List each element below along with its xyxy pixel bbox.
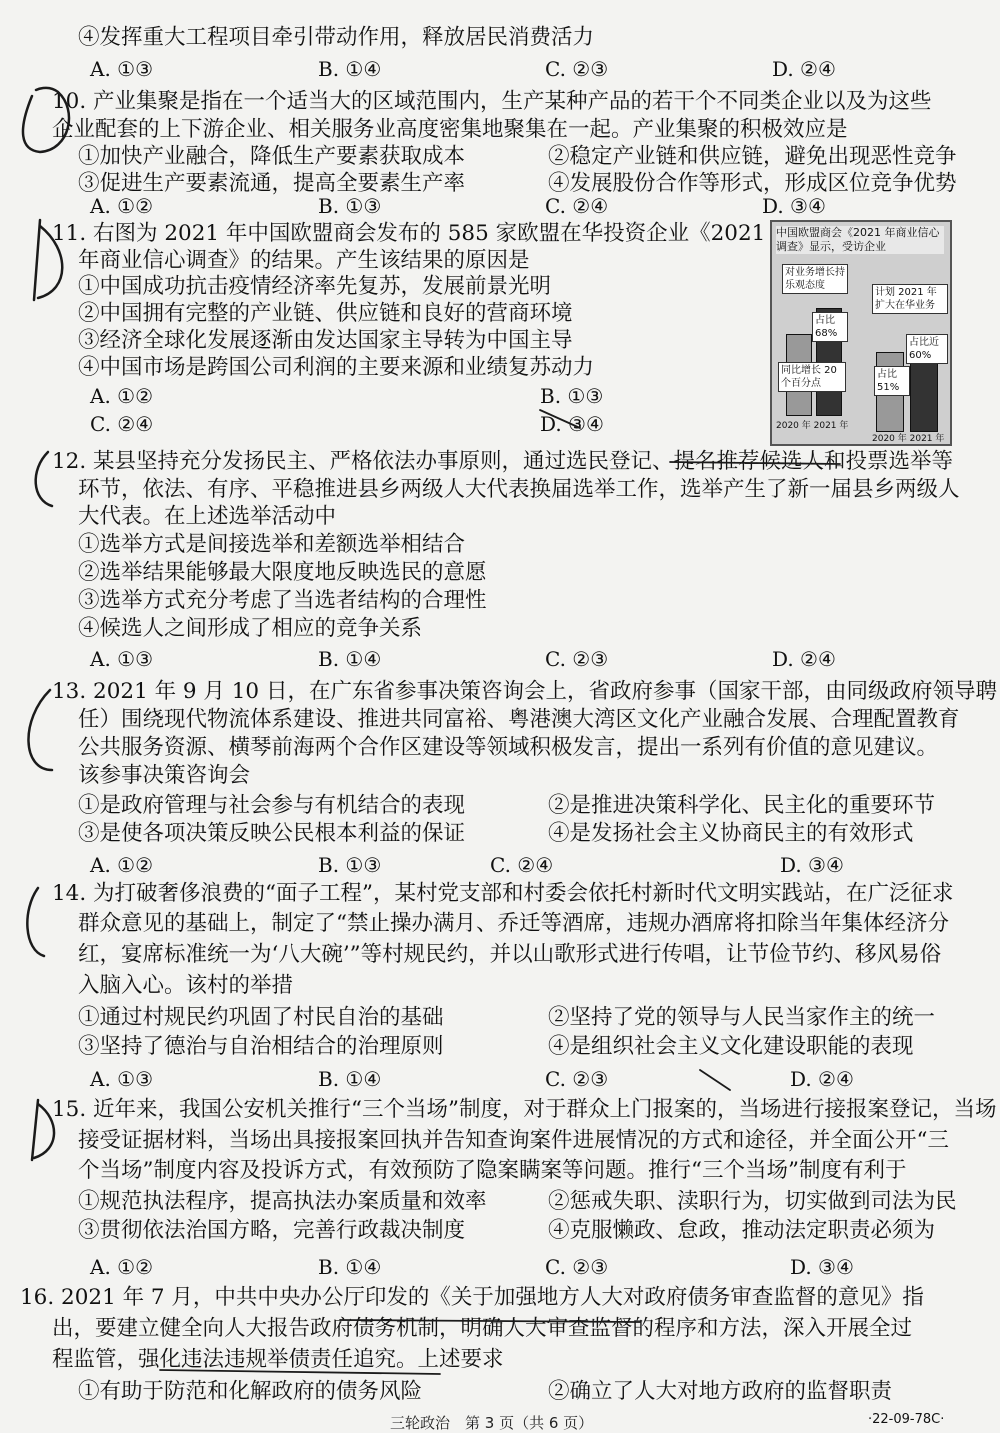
q10-statement-4: ④发展股份合作等形式，形成区位竞争优势 xyxy=(548,171,957,196)
q10-statement-1: ①加快产业融合，降低生产要素获取成本 xyxy=(78,144,466,169)
q13-stem-line-4: 该参事决策咨询会 xyxy=(78,763,251,788)
q12-stem-line-1: 12. 某县坚持充分发扬民主、严格依法办事原则，通过选民登记、提名推荐候选人和投票选举等 xyxy=(52,449,954,474)
q12-statement-1: ①选举方式是间接选举和差额选举相结合 xyxy=(78,532,466,557)
q16-stem-line-2: 出，要建立健全向人大报告政府债务机制，明确人大审查监督的程序和方法，深入开展全过 xyxy=(52,1316,913,1341)
q12-statement-2: ②选举结果能够最大限度地反映选民的意愿 xyxy=(78,560,487,585)
q14-stem-line-1: 14. 为打破奢侈浪费的“面子工程”，某村党支部和村委会依托村新时代文明实践站，在广泛征求 xyxy=(52,881,954,906)
q9-option-a: A. ①③ xyxy=(90,57,154,81)
q11-option-c: C. ②④ xyxy=(90,412,154,436)
q10-stem-line-2: 企业配套的上下游企业、相关服务业高度密集地聚集在一起。产业集聚的积极效应是 xyxy=(52,117,848,142)
q10-statements-row-1 xyxy=(78,143,988,171)
q10-option-d: D. ③④ xyxy=(762,194,826,218)
q12-stem-line-3: 大代表。在上述选举活动中 xyxy=(78,504,337,529)
q16-statement-2: ②确立了人大对地方政府的监督职责 xyxy=(548,1379,893,1404)
q13-statements-row-2 xyxy=(78,820,988,848)
q12-option-d: D. ②④ xyxy=(772,647,836,671)
q15-stem-line-1: 15. 近年来，我国公安机关推行“三个当场”制度，对于群众上门报案的，当场进行接报案登记，当场 xyxy=(52,1097,997,1122)
figure-left-label: 对业务增长持乐观态度 xyxy=(782,264,848,294)
q9-option-c: C. ②③ xyxy=(545,57,609,81)
q12-stem-line-2: 环节，依法、有序、平稳推进县乡两级人大代表换届选举工作，选举产生了新一届县乡两级人 xyxy=(78,477,960,502)
q14-option-c: C. ②③ xyxy=(545,1067,609,1091)
q11-option-d: D. ③④ xyxy=(540,412,604,436)
q14-option-d: D. ②④ xyxy=(790,1067,854,1091)
q9-option-d: D. ②④ xyxy=(772,57,836,81)
q16-stem-line-3: 程监管，强化违法违规举债责任追究。上述要求 xyxy=(52,1347,504,1372)
q13-statement-1: ①是政府管理与社会参与有机结合的表现 xyxy=(78,793,466,818)
q11-statement-1: ①中国成功抗击疫情经济率先复苏，发展前景光明 xyxy=(78,274,552,299)
q10-option-c: C. ②④ xyxy=(545,194,609,218)
figure-left-share: 占比 68% xyxy=(812,312,848,342)
handwritten-bracket-q14 xyxy=(27,888,44,956)
q13-option-d: D. ③④ xyxy=(780,853,844,877)
q10-statement-3: ③促进生产要素流通，提高全要素生产率 xyxy=(78,171,466,196)
q14-stem-line-4: 入脑入心。该村的举措 xyxy=(78,973,294,998)
q12-statement-3: ③选举方式充分考虑了当选者结构的合理性 xyxy=(78,588,487,613)
q15-option-d: D. ③④ xyxy=(790,1255,854,1279)
q9-statement-4: ④发挥重大工程项目牵引带动作用，释放居民消费活力 xyxy=(78,25,595,50)
q10-option-a: A. ①② xyxy=(90,194,154,218)
q12-option-a: A. ①③ xyxy=(90,647,154,671)
q11-survey-figure xyxy=(770,220,952,446)
q10-statement-2: ②稳定产业链和供应链，避免出现恶性竞争 xyxy=(548,144,957,169)
q13-option-b: B. ①③ xyxy=(318,853,382,877)
q16-stem-line-1: 16. 2021 年 7 月，中共中央办公厅印发的《关于加强地方人大对政府债务审查监督的意见》指 xyxy=(20,1285,924,1310)
q14-statement-4: ④是组织社会主义文化建设职能的表现 xyxy=(548,1034,914,1059)
q15-option-a: A. ①② xyxy=(90,1255,154,1279)
figure-right-label: 计划 2021 年扩大在华业务 xyxy=(872,284,948,314)
q13-statements-row-1 xyxy=(78,792,988,820)
q13-statement-2: ②是推进决策科学化、民主化的重要环节 xyxy=(548,793,936,818)
q11-statement-3: ③经济全球化发展逐渐由发达国家主导转为中国主导 xyxy=(78,328,573,353)
q15-statements-row-2 xyxy=(78,1217,988,1245)
q16-statements-row-1 xyxy=(78,1378,988,1406)
page-footer: 三轮政治 第 3 页（共 6 页） xyxy=(390,1414,594,1432)
q15-statement-4: ④克服懒政、怠政，推动法定职责必须为 xyxy=(548,1218,936,1243)
q14-statements-row-1 xyxy=(78,1004,988,1032)
q11-option-b: B. ①③ xyxy=(540,384,604,408)
q15-option-c: C. ②③ xyxy=(545,1255,609,1279)
q15-stem-line-2: 接受证据材料，当场出具接报案回执并告知查询案件进展情况的方式和途径，并全面公开“三 xyxy=(78,1128,949,1153)
exam-code: ·22-09-78C· xyxy=(868,1412,945,1427)
q14-statement-1: ①通过村规民约巩固了村民自治的基础 xyxy=(78,1005,444,1030)
q12-option-c: C. ②③ xyxy=(545,647,609,671)
figure-right-years: 2020 年 2021 年 xyxy=(872,434,945,444)
q11-stem-line-2: 年商业信心调查》的结果。产生该结果的原因是 xyxy=(78,248,530,273)
q11-stem-line-1: 11. 右图为 2021 年中国欧盟商会发布的 585 家欧盟在华投资企业《2021 xyxy=(52,221,766,246)
q11-statement-4: ④中国市场是跨国公司利润的主要来源和业绩复苏动力 xyxy=(78,355,595,380)
q13-statement-4: ④是发扬社会主义协商民主的有效形式 xyxy=(548,821,914,846)
q10-option-b: B. ①③ xyxy=(318,194,382,218)
q13-stem-line-2: 任）围绕现代物流体系建设、推进共同富裕、粤港澳大湾区文化产业融合发展、合理配置教育 xyxy=(78,707,960,732)
figure-title: 中国欧盟商会《2021 年商业信心调查》显示，受访企业 xyxy=(776,226,944,254)
q14-stem-line-2: 群众意见的基础上，制定了“禁止操办满月、乔迁等酒席，违规办酒席将扣除当年集体经济分 xyxy=(78,911,949,936)
q10-stem-line-1: 10. 产业集聚是指在一个适当大的区域范围内，生产某种产品的若干个不同类企业以及为这些 xyxy=(52,89,932,114)
q14-stem-line-3: 红，宴席标准统一为‘八大碗’”等村规民约，并以山歌形式进行传唱，让节俭节约、移风易俗 xyxy=(78,942,942,967)
q14-option-b: B. ①④ xyxy=(318,1067,382,1091)
q14-statements-row-2 xyxy=(78,1033,988,1061)
q13-stem-line-3: 公共服务资源、横琴前海两个合作区建设等领域积极发言，提出一系列有价值的意见建议。 xyxy=(78,735,939,760)
q15-option-b: B. ①④ xyxy=(318,1255,382,1279)
handwritten-answer-q13 xyxy=(28,690,52,770)
figure-right-share-b: 占比近 60% xyxy=(906,334,948,364)
q15-statement-2: ②惩戒失职、渎职行为，切实做到司法为民 xyxy=(548,1189,957,1214)
q12-option-b: B. ①④ xyxy=(318,647,382,671)
q11-statement-2: ②中国拥有完整的产业链、供应链和良好的营商环境 xyxy=(78,301,573,326)
q13-option-c: C. ②④ xyxy=(490,853,554,877)
q15-statement-3: ③贯彻依法治国方略，完善行政裁决制度 xyxy=(78,1218,466,1243)
q10-statements-row-2 xyxy=(78,170,988,198)
q15-stem-line-3: 个当场”制度内容及投诉方式，有效预防了隐案瞒案等问题。推行“三个当场”制度有利于 xyxy=(78,1158,907,1183)
q15-statements-row-1 xyxy=(78,1188,988,1216)
q15-statement-1: ①规范执法程序，提高执法办案质量和效率 xyxy=(78,1189,487,1214)
handwritten-bracket-q12 xyxy=(36,452,52,506)
figure-left-growth: 同比增长 20 个百分点 xyxy=(778,362,846,392)
q13-statement-3: ③是使各项决策反映公民根本利益的保证 xyxy=(78,821,466,846)
figure-right-share-a: 占比 51% xyxy=(874,366,910,396)
q14-statement-2: ②坚持了党的领导与人民当家作主的统一 xyxy=(548,1005,936,1030)
q9-option-b: B. ①④ xyxy=(318,57,382,81)
handwritten-answer-q15 xyxy=(32,1100,54,1160)
q14-option-a: A. ①③ xyxy=(90,1067,154,1091)
q12-statement-4: ④候选人之间形成了相应的竞争关系 xyxy=(78,616,423,641)
figure-left-years: 2020 年 2021 年 xyxy=(776,421,849,431)
q13-option-a: A. ①② xyxy=(90,853,154,877)
q11-option-a: A. ①② xyxy=(90,384,154,408)
q16-statement-1: ①有助于防范和化解政府的债务风险 xyxy=(78,1379,423,1404)
q14-statement-3: ③坚持了德治与自治相结合的治理原则 xyxy=(78,1034,444,1059)
q13-stem-line-1: 13. 2021 年 9 月 10 日，在广东省参事决策咨询会上，省政府参事（国家干部，由同级政府领导聘 xyxy=(52,679,997,704)
